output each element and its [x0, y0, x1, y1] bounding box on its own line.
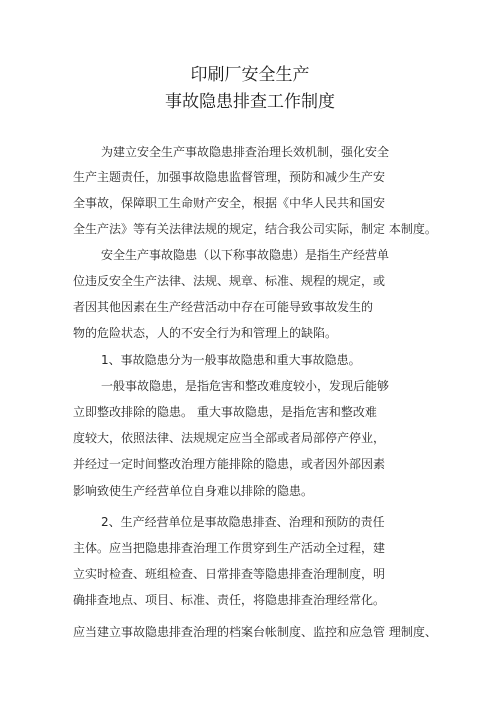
body-line: 者因其他因素在生产经营活动中存在可能导致事故发生的	[73, 300, 374, 314]
body-line: 影响致使生产经营单位自身难以排除的隐患。	[73, 484, 314, 498]
body-line: 为建立安全生产事故隐患排查治理长效机制，强化安全	[101, 145, 390, 159]
body-line: 全事故，保障职工生命财产安全，根据《中华人民共和国安	[73, 196, 386, 210]
body-line: 物的危险状态，人的不安全行为和管理上的缺陷。	[73, 326, 338, 340]
document-title-line-2: 事故隐患排查工作制度	[165, 92, 335, 112]
body-line: 主体。应当把隐患排查治理工作贯穿到生产活动全过程，建	[73, 541, 386, 555]
body-line: 2、生产经营单位是事故隐患排查、治理和预防的责任	[101, 515, 385, 529]
body-line: 并经过一定时间整改治理方能排除的隐患，或者因外部因素	[73, 457, 386, 471]
body-line: 生产主题责任，加强事故隐患监督管理，预防和减少生产安	[73, 170, 386, 184]
body-line: 立实时检查、班组检查、日常排查等隐患排查治理制度，明	[73, 567, 386, 581]
body-line: 1、事故隐患分为一般事故隐患和重大事故隐患。	[101, 353, 361, 367]
document-title-line-1: 印刷厂安全生产	[190, 65, 310, 85]
body-line: 应当建立事故隐患排查治理的档案台帐制度、监控和应急管 理制度、	[73, 625, 437, 639]
body-line: 安全生产事故隐患（以下称事故隐患）是指生产经营单	[101, 248, 390, 262]
body-line: 位违反安全生产法律、法规、规章、标准、规程的规定，或	[73, 274, 386, 288]
body-line: 立即整改排除的隐患。 重大事故隐患，是指危害和整改难	[73, 405, 377, 419]
body-line: 全生产法》等有关法律法规的规定，结合我公司实际，制定 本制度。	[73, 222, 437, 236]
body-line: 度较大，依照法律、法规规定应当全部或者局部停产停业，	[73, 431, 386, 445]
body-line: 确排查地点、项目、标准、责任，将隐患排查治理经常化。	[73, 593, 386, 607]
body-line: 一般事故隐患，是指危害和整改难度较小，发现后能够	[101, 379, 390, 393]
